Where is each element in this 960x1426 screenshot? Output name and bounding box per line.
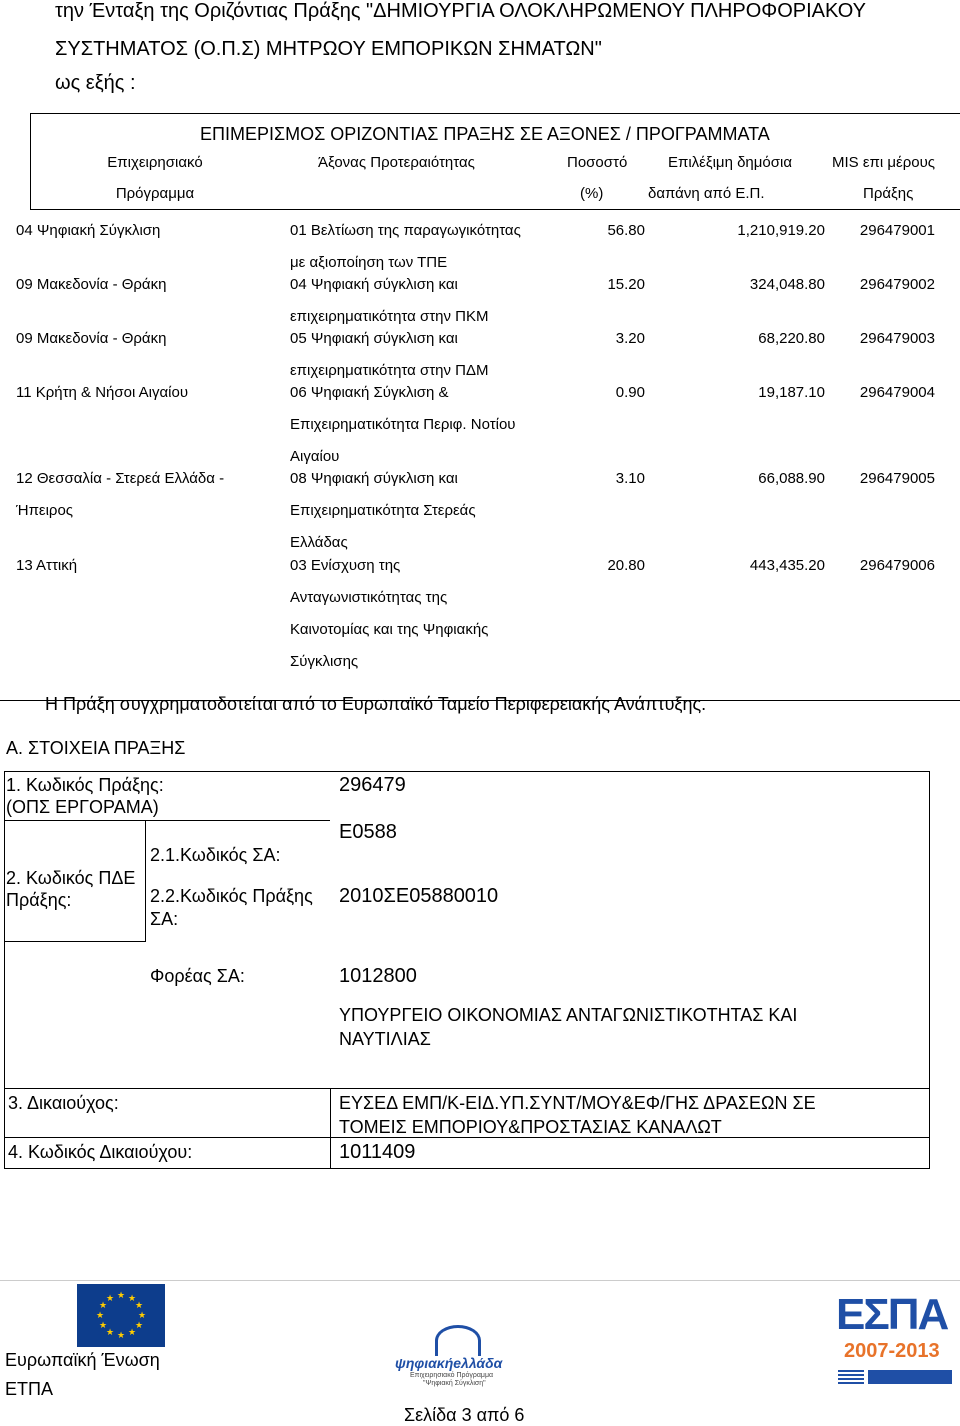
header-mis-line1: MIS επι μέρους bbox=[832, 154, 936, 171]
row-axis-line: 05 Ψηφιακή σύγκλιση και bbox=[290, 330, 458, 347]
header-axis: Άξονας Προτεραιότητας bbox=[318, 154, 475, 171]
svg-text:★: ★ bbox=[98, 1321, 108, 1331]
digital-convergence-logo bbox=[385, 1325, 525, 1387]
field-2-1-value: Ε0588 bbox=[339, 821, 397, 843]
allocation-table-title: ΕΠΙΜΕΡΙΣΜΟΣ ΟΡΙΖΟΝΤΙΑΣ ΠΡΑΞΗΣ ΣΕ ΑΞΟΝΕΣ / ΠΡΟΓΡΑΜΜΑΤΑ bbox=[200, 124, 770, 144]
espa-logo-years: 2007-2013 bbox=[844, 1340, 940, 1362]
svg-text:★: ★ bbox=[98, 1301, 108, 1311]
field-fsa-value: 1012800 bbox=[339, 965, 417, 987]
eu-label: Ευρωπαϊκή Ένωση bbox=[5, 1350, 160, 1370]
svg-text:★: ★ bbox=[137, 1311, 147, 1321]
eu-flag-icon bbox=[77, 1284, 165, 1347]
row-mis: 296479005 bbox=[859, 470, 935, 487]
field-fsa-label: Φορέας ΣΑ: bbox=[150, 966, 245, 986]
espa-logo bbox=[836, 1290, 956, 1388]
row-pct: 3.20 bbox=[615, 330, 645, 347]
section-a-heading: Α. ΣΤΟΙΧΕΙΑ ΠΡΑΞΗΣ bbox=[6, 738, 186, 758]
intro-line-2: ΣΥΣΤΗΜΑΤΟΣ (Ο.Π.Σ) ΜΗΤΡΩΟΥ ΕΜΠΟΡΙΚΩΝ ΣΗΜΑΤΩΝ" bbox=[55, 38, 602, 60]
field-1-value: 296479 bbox=[339, 774, 406, 796]
svg-text:★: ★ bbox=[105, 1294, 115, 1304]
field-2-1-label: 2.1.Κωδικός ΣΑ: bbox=[150, 845, 281, 865]
row-op: 04 Ψηφιακή Σύγκλιση bbox=[16, 222, 161, 239]
svg-text:★: ★ bbox=[105, 1328, 115, 1338]
row-pct: 0.90 bbox=[615, 384, 645, 401]
field-2-2-label-line2: ΣΑ: bbox=[150, 909, 179, 929]
cofinance-note: Η Πράξη συγχρηματοδοτείται από το Ευρωπαϊκό Ταμείο Περιφερειακής Ανάπτυξης. bbox=[45, 694, 707, 714]
row-axis-line: Σύγκλισης bbox=[290, 653, 359, 670]
svg-text:★: ★ bbox=[127, 1294, 137, 1304]
row-axis-line: Επιχειρηματικότητα Περιφ. Νοτίου bbox=[290, 416, 516, 433]
greek-flag-icon bbox=[838, 1370, 864, 1384]
row-pct: 20.80 bbox=[607, 557, 645, 574]
row-axis-line: Επιχειρηματικότητα Στερεάς bbox=[290, 502, 476, 519]
row-op: 11 Κρήτη & Νήσοι Αιγαίου bbox=[16, 384, 189, 401]
row-mis: 296479006 bbox=[859, 557, 935, 574]
svg-text:★: ★ bbox=[127, 1328, 137, 1338]
header-exp-line1: Επιλέξιμη δημόσια bbox=[668, 154, 793, 171]
svg-text:★: ★ bbox=[134, 1321, 144, 1331]
row-mis: 296479003 bbox=[859, 330, 935, 347]
header-pct-line1: Ποσοστό bbox=[567, 154, 628, 171]
header-exp-line2: δαπάνη από Ε.Π. bbox=[648, 185, 765, 202]
row-op: 09 Μακεδονία - Θράκη bbox=[16, 276, 167, 293]
row-axis-line: 04 Ψηφιακή σύγκλιση και bbox=[290, 276, 458, 293]
field-2-label-line1: 2. Κωδικός ΠΔΕ bbox=[6, 868, 136, 888]
row-mis: 296479002 bbox=[859, 276, 935, 293]
row-mis: 296479001 bbox=[859, 222, 935, 239]
row-pct: 56.80 bbox=[607, 222, 645, 239]
row-pct: 3.10 bbox=[615, 470, 645, 487]
espa-logo-band bbox=[868, 1370, 952, 1384]
row-axis-line: Καινοτομίας και της Ψηφιακής bbox=[290, 621, 489, 638]
svg-text:★: ★ bbox=[95, 1311, 105, 1321]
intro-line-3: ως εξής : bbox=[55, 72, 136, 94]
row-axis-line: επιχειρηματικότητα στην ΠΚΜ bbox=[290, 308, 489, 325]
row-op-line2: Ήπειρος bbox=[16, 502, 74, 519]
intro-line-1: την Ένταξη της Οριζόντιας Πράξης "ΔΗΜΙΟΥΡΓΙΑ ΟΛΟΚΛΗΡΩΜΕΝΟΥ ΠΛΗΡΟΦΟΡΙΑΚΟΥ bbox=[55, 0, 866, 22]
row-axis-line: 01 Βελτίωση της παραγωγικότητας bbox=[290, 222, 521, 239]
row-axis-line: Ελλάδας bbox=[290, 534, 348, 551]
row-axis-line: με αξιοποίηση των ΤΠΕ bbox=[290, 254, 448, 271]
digital-logo-title: ψηφιακήeλλάδα bbox=[395, 1355, 503, 1371]
row-expenditure: 19,187.10 bbox=[758, 384, 825, 401]
row-op: 13 Αττική bbox=[16, 557, 78, 574]
page-number: Σελίδα 3 από 6 bbox=[404, 1405, 525, 1425]
row-axis-line: Ανταγωνιστικότητας της bbox=[290, 589, 448, 606]
header-mis-line2: Πράξης bbox=[863, 185, 914, 202]
row-axis-line: Αιγαίου bbox=[290, 448, 340, 465]
field-2-label-line2: Πράξης: bbox=[6, 890, 72, 910]
field-1-label-line2: (ΟΠΣ ΕΡΓΟΡΑΜΑ) bbox=[6, 797, 159, 817]
svg-text:★: ★ bbox=[116, 1331, 126, 1341]
field-fsa-ministry-line2: ΝΑΥΤΙΛΙΑΣ bbox=[339, 1029, 431, 1049]
row-axis-line: 03 Ενίσχυση της bbox=[290, 557, 401, 574]
row-op: 12 Θεσσαλία - Στερεά Ελλάδα - bbox=[16, 470, 225, 487]
field-2-2-label-line1: 2.2.Κωδικός Πράξης bbox=[150, 886, 313, 906]
digital-logo-subtitle-line1: Επιχειρησιακό Πρόγραμμα bbox=[410, 1372, 494, 1379]
row-expenditure: 443,435.20 bbox=[749, 557, 825, 574]
erdf-label: ΕΤΠΑ bbox=[5, 1379, 54, 1399]
field-3-label: 3. Δικαιούχος: bbox=[8, 1093, 119, 1113]
row-axis-line: επιχειρηματικότητα στην ΠΔΜ bbox=[290, 362, 489, 379]
svg-text:★: ★ bbox=[116, 1291, 126, 1301]
header-op-line2: Πρόγραμμα bbox=[115, 185, 195, 202]
row-op: 09 Μακεδονία - Θράκη bbox=[16, 330, 167, 347]
header-op-line1: Επιχειρησιακό bbox=[107, 154, 203, 171]
field-3-value-line2: ΤΟΜΕΙΣ ΕΜΠΟΡΙΟΥ&ΠΡΟΣΤΑΣΙΑΣ ΚΑΝΑΛΩΤ bbox=[339, 1117, 722, 1137]
digital-logo-arc-icon bbox=[435, 1325, 481, 1356]
svg-text:★: ★ bbox=[134, 1301, 144, 1311]
header-pct-line2: (%) bbox=[580, 185, 604, 202]
field-1-label-line1: 1. Κωδικός Πράξης: bbox=[6, 775, 164, 795]
row-mis: 296479004 bbox=[859, 384, 935, 401]
field-4-label: 4. Κωδικός Δικαιούχου: bbox=[8, 1142, 193, 1162]
espa-logo-text: ΕΣΠΑ bbox=[836, 1290, 948, 1339]
field-3-value-line1: ΕΥΣΕΔ ΕΜΠ/Κ-ΕΙΔ.ΥΠ.ΣΥΝΤ/ΜΟΥ&ΕΦ/ΓΗΣ ΔΡΑΣΕΩΝ ΣΕ bbox=[339, 1093, 816, 1113]
row-axis-line: 06 Ψηφιακή Σύγκλιση & bbox=[290, 384, 449, 401]
digital-logo-subtitle-line2: "Ψηφιακή Σύγκλιση" bbox=[423, 1380, 486, 1387]
row-axis-line: 08 Ψηφιακή σύγκλιση και bbox=[290, 470, 458, 487]
row-expenditure: 324,048.80 bbox=[749, 276, 825, 293]
row-pct: 15.20 bbox=[607, 276, 645, 293]
row-expenditure: 1,210,919.20 bbox=[737, 222, 825, 239]
row-expenditure: 66,088.90 bbox=[758, 470, 825, 487]
row-expenditure: 68,220.80 bbox=[758, 330, 825, 347]
field-2-2-value: 2010ΣΕ05880010 bbox=[339, 885, 499, 907]
field-fsa-ministry-line1: ΥΠΟΥΡΓΕΙΟ ΟΙΚΟΝΟΜΙΑΣ ΑΝΤΑΓΩΝΙΣΤΙΚΟΤΗΤΑΣ ΚΑΙ bbox=[339, 1005, 798, 1025]
field-4-value: 1011409 bbox=[339, 1141, 416, 1163]
